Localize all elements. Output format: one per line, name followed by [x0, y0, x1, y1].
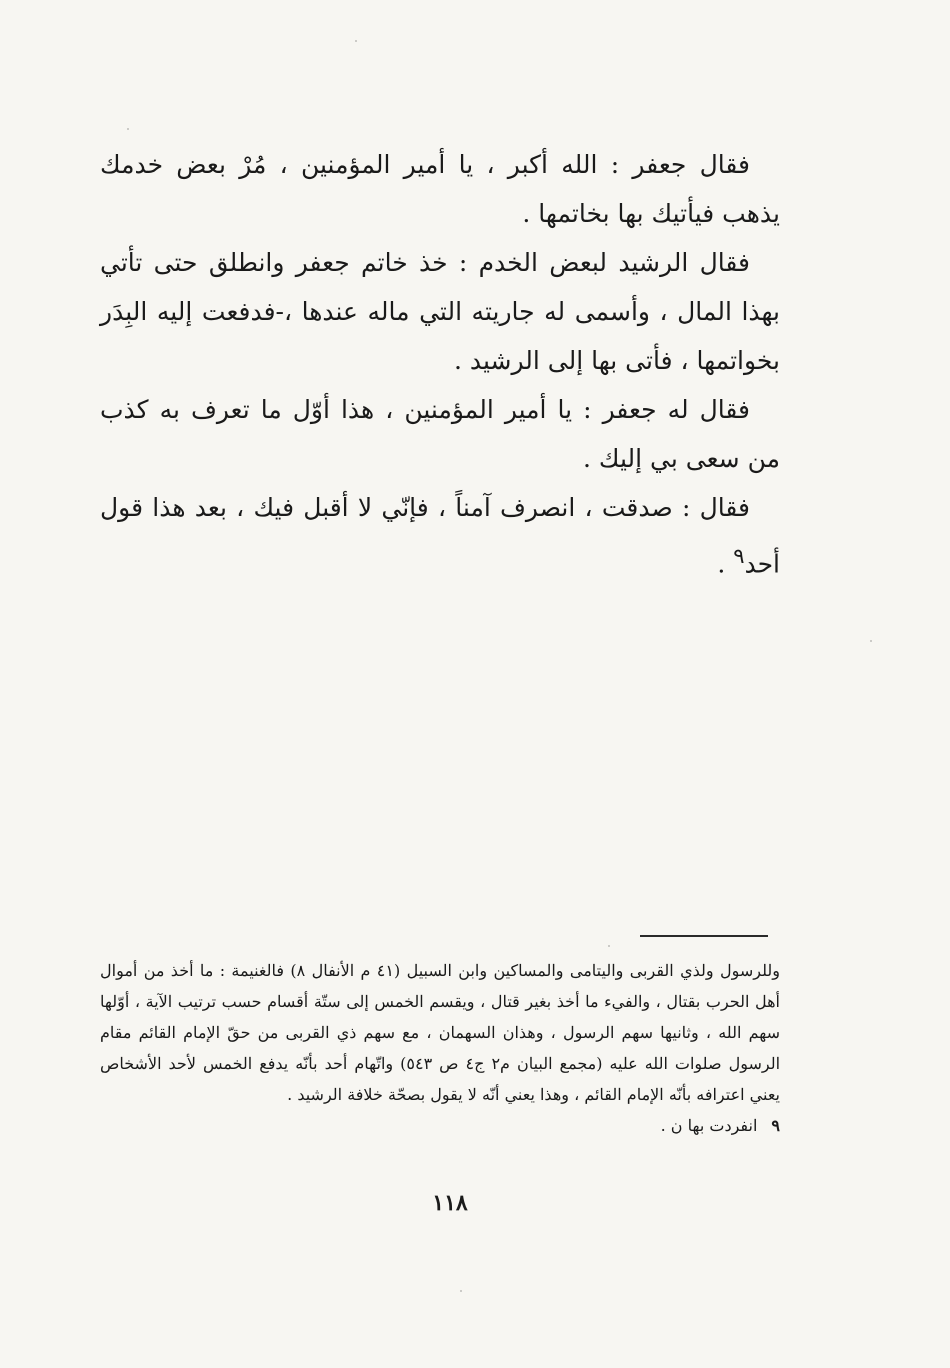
paragraph: فقال جعفر : الله أكبر ، يا أمير المؤمنين ، مُرْ بعض خدمك يذهب فيأتيك بها بخاتمها .: [100, 150, 780, 228]
scan-speck: [870, 640, 872, 642]
scan-speck: [127, 128, 129, 130]
footnote-divider: [640, 935, 768, 937]
paragraph-text: فقال : صدقت ، انصرف آمناً ، فإنّي لا أقبل فيك ، بعد هذا قول أحد: [100, 493, 780, 579]
footnote-reference: ٩: [733, 544, 745, 568]
page-number: ١١٨: [432, 1190, 468, 1216]
main-text: [100, 140, 780, 588]
footnote-9: [100, 1110, 780, 1141]
footnote-number: ٩: [771, 1116, 780, 1135]
scan-speck: [355, 40, 357, 42]
footnotes: [100, 955, 780, 1141]
footnote-continuation: وللرسول ولذي القربى واليتامى والمساكين وابن السبيل (٤١ م الأنفال ٨) فالغنيمة : ما أخذ من أموال أهل الحرب بقتال ، والفيء ما أخذ بغير قتال ، ويقسم الخمس إلى ستّة أقسام حسب ترتيب الآية ، أوّلها سهم الله ، وثانيها سهم الرسول ، وهذان السهمان ، مع سهم ذي القربى من حقّ الإمام القائم مقام الرسول صلوات الله عليه (مجمع البيان م٢ ج٤ ص ٥٤٣) واتّهام أحد بأنّه يدفع الخمس لأحد الأشخاص يعني اعترافه بأنّه الإمام القائم ، وهذا يعني أنّه لا يقول بصحّة خلافة الرشيد .: [100, 961, 781, 1104]
scan-speck: [608, 945, 610, 947]
footnote-text: انفردت بها ن .: [660, 1116, 758, 1135]
scan-speck: [460, 1290, 462, 1292]
paragraph-end: .: [717, 549, 734, 579]
paragraph: فقال الرشيد لبعض الخدم : خذ خاتم جعفر وانطلق حتى تأتي بهذا المال ، وأسمى له جاريته التي ماله عندها ،-فدفعت إليه البِدَر بخواتمها ، فأتى بها إلى الرشيد .: [100, 248, 780, 375]
paragraph-last: [100, 483, 780, 588]
paragraph: فقال له جعفر : يا أمير المؤمنين ، هذا أوّل ما تعرف به كذب من سعى بي إليك .: [100, 395, 780, 473]
